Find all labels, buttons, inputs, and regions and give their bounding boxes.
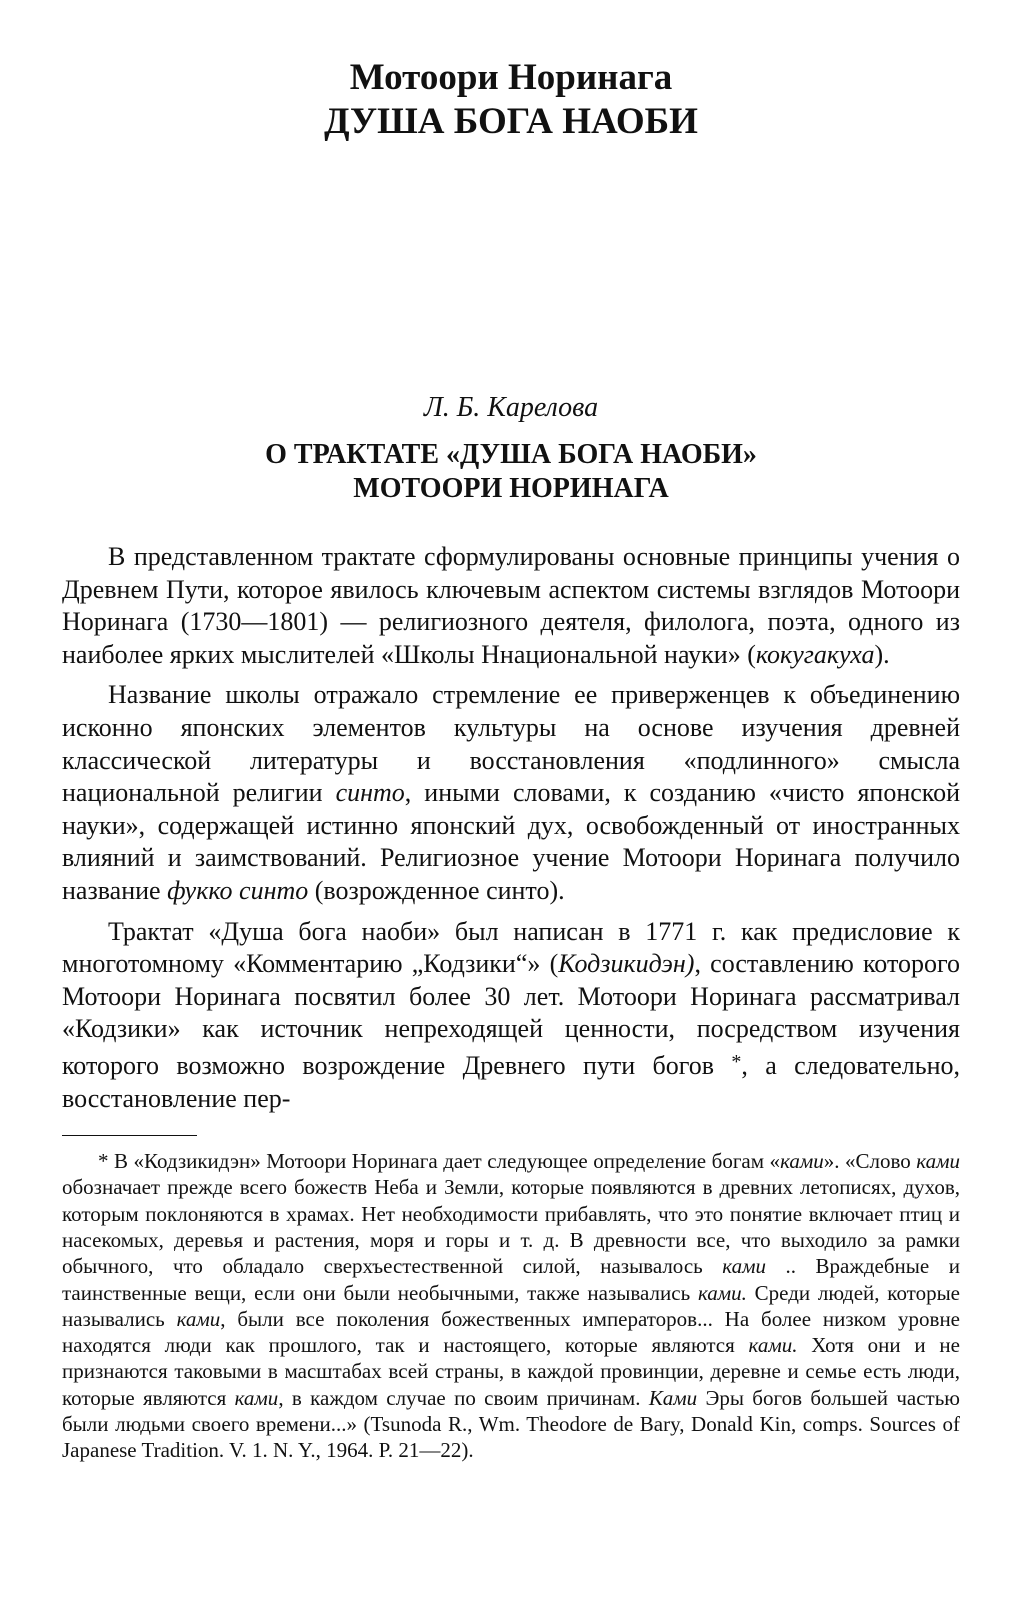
italic-term: Кодзикидэн) [558, 949, 695, 979]
text-run: Хотя они и не признаются таковыми в масштабах всей страны, в каждой провинции, деревне и семье есть люди, которые являются [62, 1333, 960, 1410]
text-run: , были все поколения божественных императоров... На более низком уровне находятся люди как прошлого, так и настоящего, которые являются [62, 1306, 960, 1358]
article-author: Л. Б. Карелова [423, 392, 599, 423]
italic-term: ками [234, 1385, 279, 1410]
article-heading [62, 390, 960, 506]
text-run: В представленном трактате сформулированы основные принципы учения о Древнем Пути, которое явилось ключевым аспектом системы взглядов Мотоори Норинага (1730—1801) — религиозного деятеля, филолога, поэта, одного из наиболее ярких мыслителей «Школы Ннациональной науки» ( [62, 542, 960, 669]
paragraph [62, 916, 960, 1116]
text-run: .. Враждебные и таинственные вещи, если они были необычными, также назывались [62, 1254, 960, 1305]
text-run: Среди людей, которые назывались [62, 1280, 960, 1331]
article-title-line-1: О ТРАКТАТЕ «ДУША БОГА НАОБИ» [265, 439, 757, 470]
text-run: , иными словами, к созданию «чисто японской науки», содержащей истинно японский дух, освобожденный от иностранных влияний и заимствований. Религиозное учение Мотоори Норинага получило название [62, 778, 960, 905]
text-run: обозначает прежде всего божеств Неба и Земли, которые появляются в древних летописях, духов, которым поклоняются в храмах. Нет необходимости прибавлять, что это понятие включает птиц и насекомых, деревья и растения, моря и горы и т. д. В древности все, что выходило за рамки обычного, что обладало сверхъестественной силой, называлось [62, 1175, 960, 1279]
text-run: , в каждом случае по своим причинам. [278, 1385, 649, 1410]
text-run: Название школы отражало стремление ее приверженцев к объединению исконно японских элементов культуры на основе изучения древней классической литературы и восстановления «подлинного» смысла национальной религии [62, 680, 960, 808]
article-title-line-2: МОТООРИ НОРИНАГА [353, 473, 669, 504]
footnote [62, 1148, 960, 1464]
text-run: (возрожденное синто). [308, 875, 565, 905]
italic-term: синто [335, 778, 405, 808]
article-title [62, 438, 960, 506]
body-text [62, 541, 960, 1115]
italic-term: Ками [648, 1385, 698, 1410]
page [62, 56, 960, 1464]
text-run: * В «Кодзикидэн» Мотоори Норинага дает следующее определение богам « [98, 1149, 781, 1174]
paragraph [62, 541, 960, 671]
footnote-reference: * [731, 1050, 742, 1073]
italic-term: ками. [697, 1280, 747, 1305]
text-run: , а следовательно, восстановление пер- [62, 1050, 960, 1113]
footnote-divider [62, 1135, 197, 1136]
italic-term: ками [780, 1149, 824, 1174]
book-title-author: Мотоори Норинага [349, 57, 673, 98]
italic-term: ками [916, 1149, 960, 1174]
italic-term: ками. [748, 1333, 798, 1358]
italic-term: фукко синто [167, 875, 309, 905]
text-run: Эры богов большей частью были людьми своего времени...» (Tsunoda R., Wm. Theodore de Bary, Donald Kin, comps. Sources of Japanese Tradition. V. 1. N. Y., 1964. P. 21—22). [62, 1385, 960, 1463]
text-run: ). [874, 639, 890, 669]
paragraph [62, 679, 960, 907]
italic-term: ками [722, 1254, 766, 1279]
book-title-name: ДУША БОГА НАОБИ [324, 101, 698, 142]
italic-term: кокугакуха [755, 639, 875, 669]
italic-term: ками [176, 1306, 221, 1331]
book-title [62, 56, 960, 144]
text-run: , составлению которого Мотоори Норинага посвятил более 30 лет. Мотоори Норинага рассматривал «Кодзики» как источник непреходящей ценности, посредством изучения которого возможно возрождение Древнего пути богов [62, 949, 960, 1080]
text-run: ». «Слово [823, 1149, 917, 1174]
text-run: Трактат «Душа бога наоби» был написан в 1771 г. как предисловие к многотомному «Комментарию „Кодзики“» ( [62, 916, 960, 979]
